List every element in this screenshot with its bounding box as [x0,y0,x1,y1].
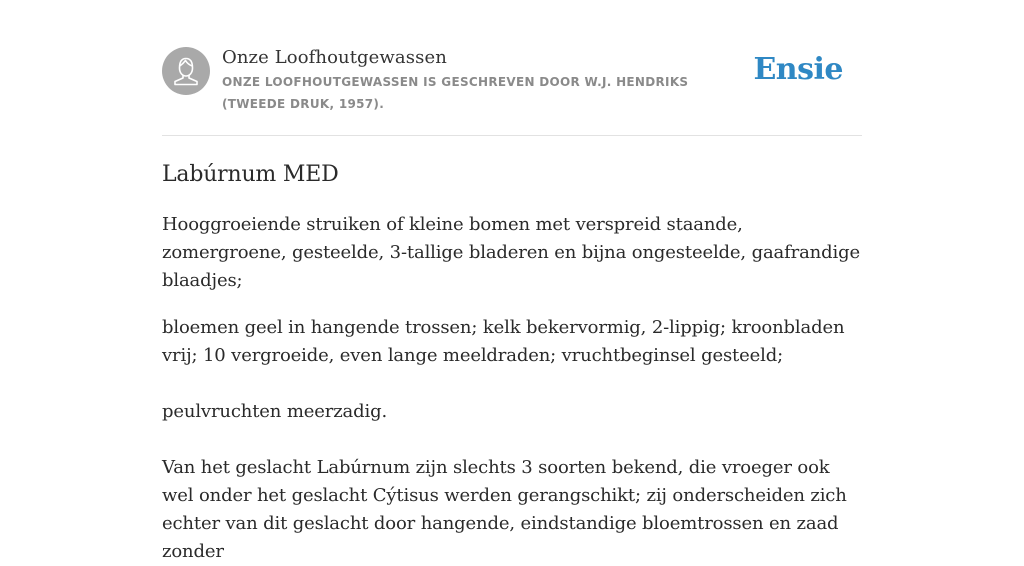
author-description: ONZE LOOFHOUTGEWASSEN IS GESCHREVEN DOOR W.J. HENDRIKS (TWEEDE DRUK, 1957). [222,75,689,111]
author-name[interactable]: Onze Loofhoutgewassen [222,47,447,68]
article-paragraph: peulvruchten meerzadig. [162,401,388,422]
article-content [162,158,862,566]
article-paragraph: bloemen geel in hangende trossen; kelk bekervormig, 2-lippig; kroonbladen vrij; 10 vergroeide, even lange meeldraden; vruchtbeginsel gesteeld; [162,317,845,366]
article-paragraph: Van het geslacht Labúrnum zijn slechts 3 soorten bekend, die vroeger ook wel onder het geslacht Cýtisus werden gerangschikt; zij onderscheiden zich echter van dit geslacht door hangende, eindstandige bloemtrossen en zaad zonder [162,457,847,562]
page-header [162,46,862,116]
article-title: Labúrnum MED [162,162,339,187]
avatar[interactable] [162,47,210,95]
user-icon [162,47,210,95]
article-paragraph: Hooggroeiende struiken of kleine bomen met verspreid staande, zomergroene, gesteelde, 3-tallige bladeren en bijna ongesteelde, gaafrandige blaadjes; [162,214,860,291]
author-info [222,46,752,115]
header-divider [162,135,862,136]
brand-logo[interactable]: Ensie [753,52,843,87]
